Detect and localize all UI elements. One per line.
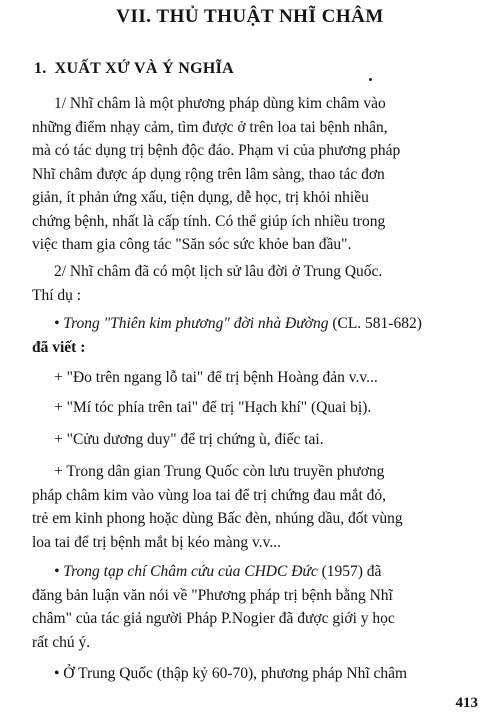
text-line: giản, ít phản ứng xấu, tiện dụng, dễ học, trị khỏi nhiều — [32, 189, 369, 206]
text-line: đăng bản luận văn nói về "Phương pháp trị bệnh bằng Nhĩ — [32, 586, 393, 604]
paragraph-3 — [32, 460, 474, 554]
text-line: + "Mí tóc phía trên tai" để trị "Hạch khí" (Quai bị). — [54, 399, 372, 416]
item-3 — [32, 428, 474, 452]
item-1 — [32, 366, 474, 390]
section-heading — [34, 60, 234, 78]
text-line: 1/ Nhĩ châm là một phương pháp dùng kim châm vào — [54, 95, 386, 112]
text-line: trẻ em kinh phong hoặc dùng Bấc đèn, nhúng dầu, đốt vùng — [32, 510, 403, 527]
section-label: XUẤT XỨ VÀ Ý NGHĨA — [54, 60, 234, 77]
text-line: + Trong dân gian Trung Quốc còn lưu truyền phương — [54, 463, 385, 480]
section-number: 1. — [34, 60, 47, 77]
text-line: loa tai để trị bệnh mắt bị kéo màng v.v... — [32, 533, 281, 551]
bullet-2-plain: (1957) đã — [317, 563, 382, 580]
bullet-2-italic: • Trong tạp chí Châm cứu của CHDC Đức — [54, 563, 318, 580]
text-line: • Ở Trung Quốc (thập kỷ 60-70), phương pháp Nhĩ châm — [54, 665, 408, 682]
bullet-1-plain: (CL. 581-682) — [328, 315, 422, 332]
text-line: + "Cửu dương duy" để trị chứng ù, điếc tai. — [54, 431, 324, 448]
text-line: Thí dụ : — [32, 286, 82, 304]
text-line: pháp châm kim vào vùng loa tai để trị chứng đau mắt đỏ, — [32, 486, 387, 504]
text-line: việc tham gia công tác "Săn sóc sức khỏe ban đầu". — [32, 236, 352, 253]
page-number: 413 — [455, 695, 478, 711]
text-line: chứng bệnh, nhất là cấp tính. Có thể giúp ích nhiều trong — [32, 212, 386, 230]
speck — [369, 78, 372, 81]
text-line: đã viết : — [32, 338, 86, 356]
text-line: rất chú ý. — [32, 633, 91, 651]
bullet-2 — [32, 560, 474, 654]
paragraph-2 — [32, 260, 474, 307]
text-line: 2/ Nhĩ châm đã có một lịch sử lâu đời ở Trung Quốc. — [54, 263, 383, 280]
text-line: mà có tác dụng trị bệnh độc đáo. Phạm vi của phương pháp — [32, 142, 401, 159]
chapter-title: VII. THỦ THUẬT NHĨ CHÂM — [116, 6, 384, 27]
paragraph-1 — [32, 92, 474, 257]
text-line: + "Đo trên ngang lỗ tai" để trị bệnh Hoàng đản v.v... — [54, 369, 378, 386]
item-2 — [32, 396, 474, 420]
text-line: châm" của tác giả người Pháp P.Nogier đã được giới y học — [32, 610, 395, 627]
text-line: Nhĩ châm được áp dụng rộng trên lâm sàng, thao tác đơn — [32, 165, 385, 183]
text-line: những điểm nhạy cảm, tìm được ở trên loa tai bệnh nhân, — [32, 118, 388, 136]
bullet-3 — [32, 662, 474, 686]
bullet-1 — [32, 312, 474, 359]
bullet-1-italic: • Trong "Thiên kim phương" đời nhà Đường — [54, 315, 329, 332]
